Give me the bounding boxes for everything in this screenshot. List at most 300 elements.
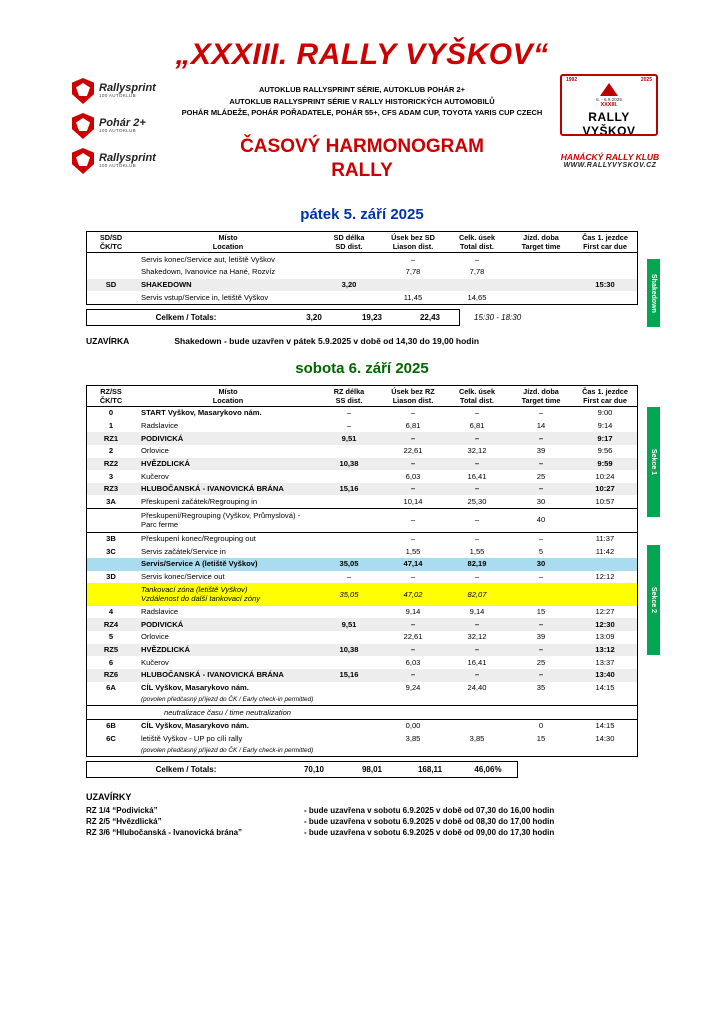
row-dist-2: –: [410, 534, 416, 544]
row-location: PODIVICKÁ: [141, 433, 184, 443]
row-target-time: –: [538, 458, 544, 468]
row-target-time: –: [538, 619, 544, 629]
row-first-car-due: 10:57: [595, 496, 615, 506]
row-dist-3: –: [474, 645, 480, 654]
logo-label: Rallysprint: [99, 81, 156, 94]
row-dist-3: [445, 279, 509, 292]
row-first-car-due: 10:24: [595, 471, 615, 481]
row-dist-1: –: [346, 421, 352, 431]
table-row: [87, 279, 638, 292]
row-dist-3: [445, 706, 509, 720]
col-ss-dist: RZ délka SS dist.: [317, 385, 381, 406]
row-location: HLUBOČANSKÁ - IVANOVICKÁ BRÁNA: [141, 484, 284, 494]
row-first-car-due: 9:56: [597, 446, 613, 456]
row-first-car-due: 12:12: [595, 571, 615, 581]
logo-rallysprint-1: [72, 78, 192, 104]
logo-rallysprint-2: [72, 148, 192, 174]
club-website: WWW.RALLYVYSKOV.CZ: [563, 162, 657, 169]
row-target-time: [509, 694, 573, 706]
row-location: neutralizace času / time neutralization: [163, 707, 292, 717]
row-dist-1: 35,05: [339, 559, 359, 569]
table-row: [87, 420, 638, 433]
subtitle-line-1: ČASOVÝ HARMONOGRAM: [240, 135, 484, 157]
day1-totals-total: 22,43: [419, 312, 441, 322]
day2-totals-total: 168,11: [417, 765, 443, 775]
row-target-time: 40: [536, 515, 546, 525]
col-first-car-due: Čas 1. jezdce First car due: [573, 385, 638, 406]
row-dist-2: 1,55: [405, 546, 421, 556]
closure-item-text: - bude uzavřena v sobotu 6.9.2025 v době od 08,30 do 17,00 hodin: [304, 817, 555, 827]
col-code: RZ/SS ČK/TC: [87, 385, 136, 406]
shield-icon: [72, 113, 94, 139]
row-code: 5: [108, 632, 114, 642]
row-dist-3: 9,14: [469, 607, 485, 617]
row-first-car-due: 15:30: [595, 279, 615, 289]
row-code: 3A: [106, 496, 116, 506]
logo-year-right: 2025: [640, 77, 652, 83]
row-code: 6C: [106, 733, 116, 743]
logo-dates: 5. - 6.9.2025: [596, 97, 622, 102]
row-target-time: 39: [536, 446, 546, 456]
row-dist-3: 16,41: [467, 657, 487, 667]
row-code: 2: [108, 446, 114, 456]
club-name: HANÁCKÝ RALLY KLUB: [560, 152, 660, 162]
day2-totals-ss: 70,10: [303, 765, 325, 775]
day1-table-wrap: [86, 231, 657, 313]
row-dist-3: 32,12: [467, 632, 487, 642]
row-dist-2: –: [410, 645, 416, 654]
row-dist-1: 10,38: [339, 458, 359, 468]
row-dist-2: 11,45: [403, 292, 423, 302]
row-dist-1: [317, 631, 381, 644]
table-row: [87, 470, 638, 483]
row-dist-2: 7,78: [405, 267, 421, 277]
row-code: 6A: [106, 682, 116, 692]
row-location: (povolen předčasný příjezd do ČK / Early check-in permitted): [141, 695, 314, 703]
col-liason-dist: Úsek bez RZ Liason dist.: [381, 385, 445, 406]
row-dist-2: 9,14: [405, 607, 421, 617]
row-code: 6: [108, 657, 114, 667]
col-target-time: Jízd. doba Target time: [509, 232, 573, 253]
row-dist-1: [317, 445, 381, 458]
row-target-time: [509, 266, 573, 279]
row-dist-1: [317, 694, 381, 706]
row-dist-1: [317, 606, 381, 619]
table-row: [87, 644, 638, 657]
row-first-car-due: 12:27: [595, 607, 615, 617]
row-dist-2: 6,03: [405, 471, 421, 481]
row-code: [87, 745, 136, 757]
table-row: [87, 445, 638, 458]
row-dist-2: 9,24: [405, 682, 421, 692]
row-first-car-due: 14:30: [595, 733, 615, 743]
row-target-time: –: [538, 645, 544, 654]
day2-totals-percent: 46,06%: [474, 765, 502, 775]
day1-totals-sd: 3,20: [306, 312, 322, 322]
row-dist-1: –: [346, 571, 352, 581]
row-dist-2: –: [410, 254, 416, 264]
day2-totals-row: [86, 761, 638, 778]
row-first-car-due: [573, 694, 638, 706]
row-target-time: 25: [536, 657, 546, 667]
organizer-line-3: POHÁR MLÁDEŽE, POHÁR POŘADATELE, POHÁR 55+, CFS ADAM CUP, TOYOTA YARIS CUP CZECH: [181, 108, 543, 118]
row-location: Servis/Service A (letiště Vyškov): [141, 559, 258, 569]
row-location: SHAKEDOWN: [141, 279, 192, 289]
row-code: 6B: [106, 721, 116, 731]
closure-note-text: Shakedown - bude uzavřen v pátek 5.9.2025 v době od 14,30 do 19,00 hodin: [174, 335, 480, 346]
table-row: [87, 669, 638, 682]
row-code: RZ5: [103, 645, 119, 654]
col-location: Místo Location: [135, 385, 317, 406]
row-dist-2: 0,00: [405, 721, 421, 731]
row-location: Tankovací zóna (letiště Vyškov) Vzdálenost do další tankovací zóny: [141, 584, 261, 604]
row-target-time: 5: [538, 546, 544, 556]
row-first-car-due: 14:15: [595, 721, 615, 731]
page-title: „XXXIII. RALLY VYŠKOV“: [175, 38, 549, 71]
row-first-car-due: 9:14: [597, 421, 613, 431]
row-code: RZ1: [103, 433, 119, 443]
day1-totals-window: 15:30 - 18:30: [474, 312, 522, 322]
row-code: 3D: [106, 571, 116, 581]
event-logo: [560, 74, 658, 136]
row-first-car-due: [573, 509, 638, 533]
table-row: [87, 719, 638, 732]
day1-table-head: [87, 232, 638, 253]
row-dist-2: –: [410, 571, 416, 581]
row-location: Přeskupení začátek/Regrouping in: [141, 496, 258, 506]
row-dist-1: [317, 682, 381, 695]
day2-schedule-table: [86, 385, 638, 758]
table-row: [87, 558, 638, 571]
row-dist-1: [317, 745, 381, 757]
row-dist-3: –: [474, 515, 480, 525]
row-dist-1: 9,51: [341, 433, 357, 443]
row-target-time: 35: [536, 682, 546, 692]
table-row: [87, 745, 638, 757]
row-target-time: 0: [538, 721, 544, 731]
row-dist-2: 22,61: [403, 632, 423, 642]
row-first-car-due: 13:09: [595, 632, 615, 642]
side-tab-shakedown: Shakedown: [647, 259, 660, 327]
col-target-time: Jízd. doba Target time: [509, 385, 573, 406]
row-first-car-due: [573, 291, 638, 304]
closure-item-name: RZ 2/5 “Hvězdlická”: [86, 817, 162, 827]
col-location: Místo Location: [135, 232, 317, 253]
row-dist-2: –: [410, 619, 416, 629]
row-target-time: 15: [536, 733, 546, 743]
day1-totals-row: [86, 309, 638, 326]
col-total-dist: Celk. úsek Total dist.: [445, 385, 509, 406]
closures-title: UZAVÍRKY: [86, 792, 132, 803]
row-dist-2: 10,14: [403, 496, 423, 506]
row-dist-2: –: [410, 484, 416, 494]
row-code: SD: [105, 279, 117, 289]
closure-item-name: RZ 1/4 “Podivická”: [86, 806, 158, 816]
row-first-car-due: 10:27: [595, 484, 615, 494]
day2-title: sobota 6. září 2025: [295, 359, 429, 377]
day2-table-head: [87, 385, 638, 406]
row-dist-3: 14,65: [467, 292, 487, 302]
row-dist-2: [381, 706, 445, 720]
row-dist-2: –: [410, 408, 416, 418]
row-dist-1: [317, 509, 381, 533]
row-first-car-due: [573, 706, 638, 720]
day1-totals-liason: 19,23: [361, 312, 383, 322]
logo-label: Pohár 2+: [99, 116, 146, 129]
row-location: HLUBOČANSKÁ - IVANOVICKÁ BRÁNA: [141, 670, 284, 680]
table-row: [87, 583, 638, 606]
table-row: [87, 606, 638, 619]
row-target-time: 30: [536, 496, 546, 506]
row-location: Kučerov: [141, 657, 169, 667]
row-code: RZ3: [103, 484, 119, 494]
row-dist-3: 24,40: [467, 682, 487, 692]
row-dist-3: –: [474, 408, 480, 418]
organizer-line-1: AUTOKLUB RALLYSPRINT SÉRIE, AUTOKLUB POHÁR 2+: [258, 85, 466, 94]
table-row: [87, 432, 638, 445]
row-dist-1: [317, 532, 381, 545]
closure-item-1: [86, 806, 638, 815]
row-code: 0: [108, 408, 114, 418]
side-tab-sekce-2: Sekce 2: [647, 545, 660, 655]
table-row: [87, 483, 638, 496]
closure-item-2: [86, 817, 638, 826]
row-dist-1: [317, 495, 381, 508]
row-target-time: [509, 279, 573, 292]
row-first-car-due: 12:30: [595, 619, 615, 629]
day1-totals-label: Celkem / Totals:: [155, 312, 217, 322]
row-code: 1: [108, 421, 114, 431]
row-dist-3: –: [474, 433, 480, 443]
row-location: Přeskupení/Regrouping (Vyškov, Průmyslová) - Parc ferme: [141, 510, 301, 530]
row-dist-1: [317, 470, 381, 483]
row-dist-1: 15,16: [339, 670, 359, 680]
closure-item-text: - bude uzavřena v sobotu 6.9.2025 v době od 09,00 do 17,30 hodin: [304, 828, 555, 838]
day2-totals-box: [86, 761, 518, 778]
row-target-time: [509, 745, 573, 757]
row-dist-2: –: [410, 670, 416, 680]
day1-closure-note: [86, 336, 638, 346]
row-code: 3B: [106, 534, 116, 544]
sponsor-logos-left: [72, 78, 192, 183]
row-code: [87, 509, 136, 533]
logo-edition: XXXIII.: [600, 102, 618, 108]
table-row: [87, 458, 638, 471]
table-row: [87, 495, 638, 508]
col-code: SD/SD ČK/TC: [87, 232, 136, 253]
logo-sublabel: 100 AUTOKLUB: [99, 163, 136, 169]
row-location: Shakedown, Ivanovice na Hané, Rozvíz: [141, 267, 276, 277]
row-dist-2: –: [410, 433, 416, 443]
row-location: (povolen předčasný příjezd do ČK / Early check-in permitted): [141, 746, 314, 754]
row-location: Radslavice: [141, 607, 179, 617]
row-code: [87, 706, 136, 720]
row-location: PODIVICKÁ: [141, 619, 184, 629]
day2-table-body: [87, 407, 638, 757]
club-logo: [540, 152, 680, 169]
row-location: Servis začátek/Service in: [141, 546, 226, 556]
row-location: Orlovice: [141, 632, 169, 642]
row-location: letiště Vyškov - UP po cíli rally: [141, 733, 243, 743]
row-dist-1: 3,20: [341, 279, 357, 289]
table-row: [87, 706, 638, 720]
row-dist-2: –: [410, 458, 416, 468]
table-row: [87, 291, 638, 304]
col-first-car-due: Čas 1. jezdce First car due: [573, 232, 638, 253]
row-target-time: –: [538, 534, 544, 544]
table-row: [87, 571, 638, 584]
table-row: [87, 618, 638, 631]
row-target-time: 15: [536, 607, 546, 617]
table-row: [87, 694, 638, 706]
logo-pohar2plus: [72, 113, 192, 139]
row-code: [87, 694, 136, 706]
closure-item-text: - bude uzavřena v sobotu 6.9.2025 v době od 07,30 do 16,00 hodin: [304, 806, 555, 816]
row-code: [87, 253, 136, 266]
row-dist-1: 15,16: [339, 484, 359, 494]
row-dist-2: 47,02: [403, 589, 423, 599]
row-code: [87, 266, 136, 279]
row-code: 3C: [106, 546, 116, 556]
shield-icon: [72, 148, 94, 174]
row-first-car-due: 11:42: [595, 546, 615, 556]
row-first-car-due: 9:17: [597, 433, 613, 443]
row-target-time: [509, 291, 573, 304]
row-dist-3: [445, 694, 509, 706]
row-location: Servis konec/Service aut, letiště Vyškov: [141, 254, 275, 264]
row-dist-2: –: [410, 515, 416, 525]
row-dist-1: –: [346, 408, 352, 418]
triangle-icon: [600, 83, 618, 96]
row-dist-3: –: [474, 534, 480, 544]
row-dist-3: 3,85: [469, 733, 485, 743]
organizer-line-2: AUTOKLUB RALLYSPRINT SÉRIE V RALLY HISTORICKÝCH AUTOMOBILŮ: [229, 96, 495, 106]
row-dist-2: 6,03: [405, 657, 421, 667]
col-total-dist: Celk. úsek Total dist.: [445, 232, 509, 253]
row-target-time: –: [538, 484, 544, 494]
row-location: Servis konec/Service out: [141, 571, 225, 581]
row-first-car-due: [573, 266, 638, 279]
row-target-time: –: [538, 571, 544, 581]
row-dist-1: 10,38: [339, 645, 359, 654]
closure-item-3: [86, 828, 638, 837]
row-dist-3: –: [474, 571, 480, 581]
row-dist-3: 25,30: [467, 496, 487, 506]
document-header: [0, 0, 724, 200]
row-dist-2: [381, 694, 445, 706]
row-dist-1: [317, 266, 381, 279]
row-first-car-due: [573, 253, 638, 266]
row-dist-3: –: [474, 484, 480, 494]
row-target-time: 25: [536, 471, 546, 481]
row-target-time: 30: [536, 559, 546, 569]
row-dist-1: 35,05: [339, 589, 359, 599]
row-target-time: –: [538, 408, 544, 418]
row-target-time: [509, 583, 573, 606]
row-dist-2: 3,85: [405, 733, 421, 743]
row-code: 4: [108, 607, 114, 617]
closure-note-head: UZAVÍRKA: [86, 335, 130, 346]
row-first-car-due: 13:12: [595, 645, 615, 654]
row-code: RZ2: [103, 458, 119, 468]
row-location: Orlovice: [141, 446, 169, 456]
row-dist-1: [317, 733, 381, 746]
row-dist-3: –: [474, 619, 480, 629]
row-first-car-due: 11:37: [595, 534, 615, 544]
row-first-car-due: [573, 558, 638, 571]
table-row: [87, 682, 638, 695]
logo-sublabel: 100 AUTOKLUB: [99, 93, 136, 99]
table-row: [87, 253, 638, 266]
table-row: [87, 407, 638, 420]
row-dist-3: –: [474, 670, 480, 680]
row-location: HVĚZDLICKÁ: [141, 458, 190, 468]
row-first-car-due: 9:59: [597, 458, 613, 468]
row-target-time: [509, 706, 573, 720]
row-dist-3: 82,07: [467, 589, 487, 599]
row-code: RZ4: [103, 619, 119, 629]
row-location: HVĚZDLICKÁ: [141, 645, 190, 654]
table-row: [87, 656, 638, 669]
row-first-car-due: 14:15: [595, 682, 615, 692]
row-first-car-due: 9:00: [597, 408, 613, 418]
row-dist-1: [317, 656, 381, 669]
logo-label: Rallysprint: [99, 151, 156, 164]
table-row: [87, 509, 638, 533]
row-code: [87, 558, 136, 571]
row-dist-3: 6,81: [469, 421, 485, 431]
row-dist-1: [317, 253, 381, 266]
row-location: Servis vstup/Service in, letiště Vyškov: [141, 292, 269, 302]
subtitle-line-2: RALLY: [331, 159, 393, 181]
table-row: [87, 545, 638, 558]
logo-event-name: RALLY VYŠKOV: [582, 110, 636, 136]
col-liason-dist: Úsek bez SD Liason dist.: [381, 232, 445, 253]
row-dist-2: [381, 279, 445, 292]
row-dist-2: 22,61: [403, 446, 423, 456]
day1-totals-box: [86, 309, 460, 326]
day2-table-wrap: [86, 385, 657, 758]
row-dist-1: [317, 719, 381, 732]
table-row: [87, 532, 638, 545]
day1-title: pátek 5. září 2025: [300, 206, 424, 223]
row-location: CÍL Vyškov, Masarykovo nám.: [141, 721, 249, 731]
row-first-car-due: 13:37: [595, 657, 615, 667]
row-dist-2: 6,81: [405, 421, 421, 431]
row-target-time: –: [538, 433, 544, 443]
row-location: Kučerov: [141, 471, 169, 481]
row-dist-3: –: [474, 458, 480, 468]
row-first-car-due: [573, 745, 638, 757]
row-target-time: –: [538, 670, 544, 680]
side-tab-sekce-1: Sekce 1: [647, 407, 660, 517]
col-sd-dist: SD délka SD dist.: [317, 232, 381, 253]
row-code: [87, 583, 136, 606]
row-dist-3: 16,41: [467, 471, 487, 481]
logo-year-left: 1992: [566, 77, 578, 83]
row-dist-1: 9,51: [341, 619, 357, 629]
row-dist-3: 82,19: [467, 559, 487, 569]
row-dist-3: 7,78: [469, 267, 485, 277]
row-dist-3: 1,55: [469, 546, 485, 556]
row-target-time: 14: [536, 421, 546, 431]
row-first-car-due: [573, 583, 638, 606]
row-code: 3: [108, 471, 114, 481]
row-dist-3: –: [474, 254, 480, 264]
table-row: [87, 631, 638, 644]
row-location: START Vyškov, Masarykovo nám.: [141, 408, 262, 418]
closure-item-name: RZ 3/6 “Hlubočanská - Ivanovická brána”: [86, 828, 243, 838]
